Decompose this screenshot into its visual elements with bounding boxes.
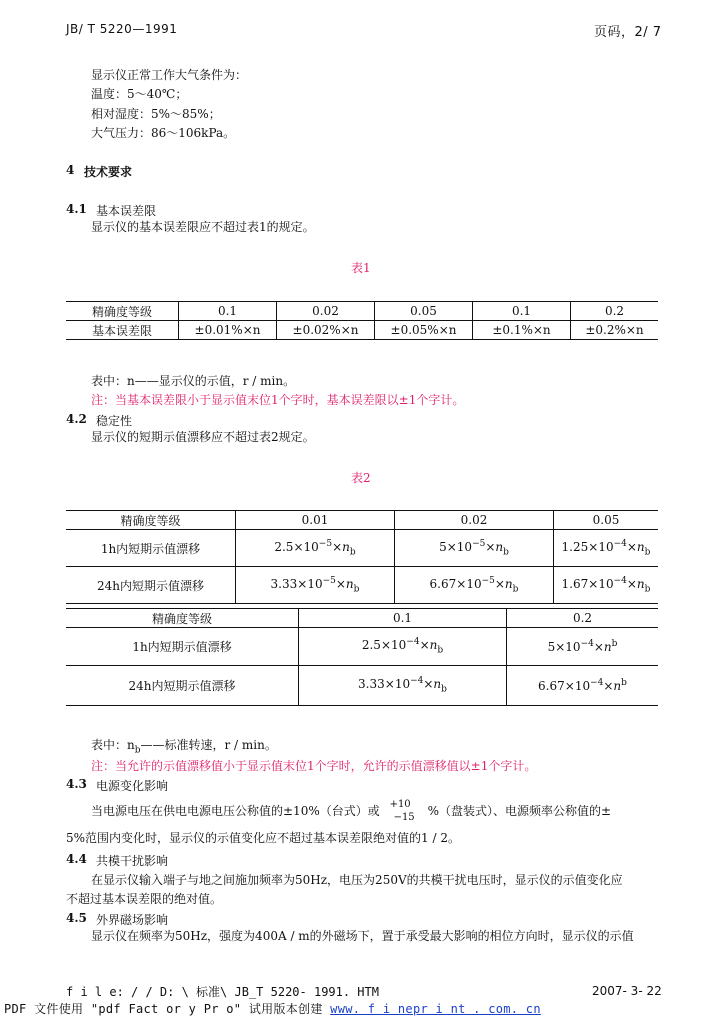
section-4-5-title: 外界磁场影响: [96, 913, 169, 927]
section-4-4-line2: 不超过基本误差限的绝对值。: [66, 892, 223, 906]
table-2b-header-cell: 0.2: [507, 609, 659, 628]
table-1-cell: ±0.05%×n: [375, 321, 473, 340]
table-1-row-label: 基本误差限: [66, 321, 179, 340]
table-2a-cell: $3.33\times 10^{-5}\times n_b$: [236, 567, 395, 604]
conditions-humidity: 相对湿度：5%～85%；: [91, 107, 221, 121]
page-number: 页码，2/ 7: [594, 25, 662, 40]
section-4-number: 4: [66, 163, 75, 177]
section-4-4-number: 4.4: [66, 852, 87, 866]
table-1-header-cell: 0.05: [375, 302, 473, 321]
table-2a-header-cell: 0.05: [554, 511, 659, 530]
table-2a-cell: $1.25\times 10^{-4}\times n_b$: [554, 530, 659, 567]
note-2-text: 表中：$n_b——$标准转速，r / min。: [91, 738, 277, 756]
table-2b-cell: $6.67\times 10^{-4}\times n^b$: [507, 666, 659, 706]
section-4-2-text: 显示仪的短期示值漂移应不超过表2规定。: [91, 430, 315, 444]
doc-header-left: JB/ T 5220—1991: [66, 22, 178, 36]
section-4-3-line1: 当电源电压在供电电源电压公称值的±10%（台式）或 +10 −15 %（盘装式）、电源频率公称值的±: [91, 799, 612, 823]
conditions-pressure: 大气压力：86～106kPa。: [91, 126, 236, 140]
section-4-1-text: 显示仪的基本误差限应不超过表1的规定。: [91, 220, 315, 234]
note-1-remark: 注：当基本误差限小于显示值末位1个字时，基本误差限以±1个字计。: [91, 393, 465, 407]
table-1-header-cell: 精确度等级: [66, 302, 179, 321]
table-2b-cell: $2.5\times 10^{-4}\times n_b$: [299, 628, 507, 666]
conditions-temperature: 温度：5～40℃；: [91, 87, 188, 101]
section-4-1-number: 4.1: [66, 202, 87, 216]
table-1-caption: 表1: [351, 261, 371, 275]
table-2a-cell: $2.5\times 10^{-5}\times n_b$: [236, 530, 395, 567]
note-2-remark: 注：当允许的示值漂移值小于显示值末位1个字时，允许的示值漂移值以±1个字计。: [91, 759, 537, 773]
table-1-cell: ±0.01%×n: [179, 321, 277, 340]
table-2-part-a: [66, 510, 658, 604]
table-2-part-b: [66, 608, 658, 706]
table-1-cell: ±0.1%×n: [473, 321, 571, 340]
section-4-1-title: 基本误差限: [96, 204, 157, 218]
table-2a-row-label: 1h内短期示值漂移: [66, 530, 236, 567]
table-2b-cell: $5\times 10^{-4}\times n^b$: [507, 628, 659, 666]
table-1-header-cell: 0.1: [473, 302, 571, 321]
table-2b-row-label: 24h内短期示值漂移: [66, 666, 299, 706]
table-2a-cell: $1.67\times 10^{-4}\times n_b$: [554, 567, 659, 604]
table-1: [66, 301, 658, 340]
table-2-caption: 表2: [351, 471, 371, 485]
footer-pdf-notice: PDF 文件使用 "pdf Fact or y Pr o" 试用版本创建 www. f i nepr i nt . com. cn: [4, 1002, 541, 1016]
table-1-cell: ±0.2%×n: [571, 321, 659, 340]
section-4-5-line1: 显示仪在频率为50Hz，强度为400A / m的外磁场下，置于承受最大影响的相位方向时，显示仪的示值: [91, 929, 634, 943]
note-1-text: 表中：n——显示仪的示值，r / min。: [91, 374, 296, 388]
table-2a-cell: $5\times 10^{-5}\times n_b$: [395, 530, 554, 567]
table-2a-header-cell: 0.02: [395, 511, 554, 530]
section-4-5-number: 4.5: [66, 911, 87, 925]
fineprint-link[interactable]: www. f i nepr i nt . com. cn: [330, 1002, 541, 1016]
table-1-header-cell: 0.2: [571, 302, 659, 321]
table-2a-cell: $6.67\times 10^{-5}\times n_b$: [395, 567, 554, 604]
section-4-3-title: 电源变化影响: [96, 779, 169, 793]
conditions-title: 显示仪正常工作大气条件为：: [91, 68, 248, 82]
section-4-2-number: 4.2: [66, 412, 87, 426]
section-4-3-line2: 5%范围内变化时，显示仪的示值变化应不超过基本误差限绝对值的1 / 2。: [66, 831, 460, 845]
table-2b-row-label: 1h内短期示值漂移: [66, 628, 299, 666]
table-2a-header-cell: 0.01: [236, 511, 395, 530]
section-4-4-line1: 在显示仪输入端子与地之间施加频率为50Hz，电压为250V的共模干扰电压时，显示仪的示值变化应: [91, 873, 623, 887]
footer-date: 2007- 3- 22: [592, 984, 662, 998]
section-4-title: 技术要求: [84, 165, 133, 179]
table-2b-header-cell: 精确度等级: [66, 609, 299, 628]
table-1-header-cell: 0.1: [179, 302, 277, 321]
section-4-4-title: 共模干扰影响: [96, 854, 169, 868]
footer-file-path: f i l e: / / D: \ 标准\ JB_T 5220- 1991. HTM: [66, 985, 379, 999]
section-4-2-title: 稳定性: [96, 414, 133, 428]
table-2a-header-cell: 精确度等级: [66, 511, 236, 530]
table-2b-header-cell: 0.1: [299, 609, 507, 628]
table-1-cell: ±0.02%×n: [277, 321, 375, 340]
table-2a-row-label: 24h内短期示值漂移: [66, 567, 236, 604]
table-2b-cell: $3.33\times 10^{-4}\times n_b$: [299, 666, 507, 706]
table-1-header-cell: 0.02: [277, 302, 375, 321]
section-4-3-number: 4.3: [66, 777, 87, 791]
